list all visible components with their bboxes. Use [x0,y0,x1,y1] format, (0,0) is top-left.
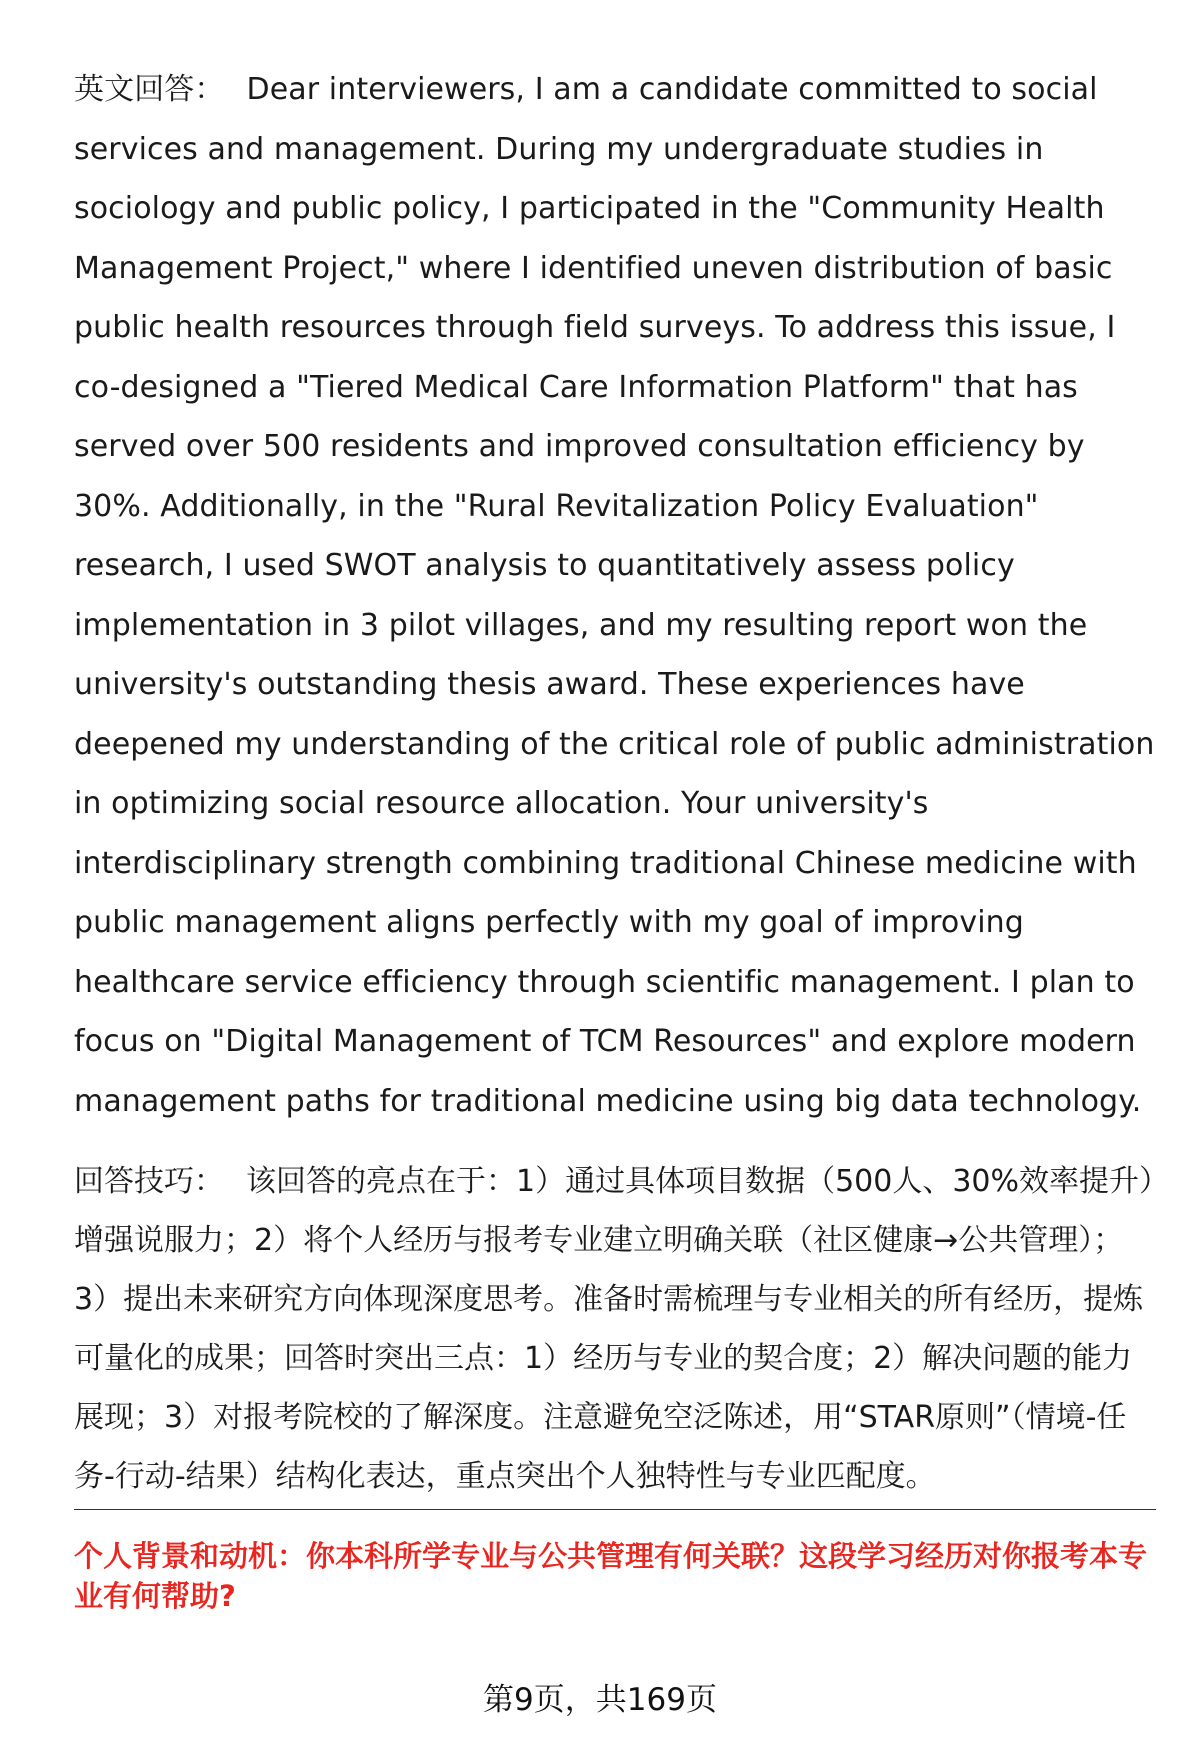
answer-tips-paragraph [74,1152,1156,1506]
answer-tips-text: 该回答的亮点在于：1）通过具体项目数据（500人、30%效率提升）增强说服力；2）将个人经历与报考专业建立明确关联（社区健康→公共管理）；3）提出未来研究方向体现深度思考。准备时需梳理与专业相关的所有经历，提炼可量化的成果；回答时突出三点：1）经历与专业的契合度；2）解决问题的能力展现；3）对报考院校的了解深度。注意避免空泛陈述，用“STAR原则”（情境-任务-行动-结果）结构化表达，重点突出个人独特性与专业匹配度。 [74,1164,1155,1494]
english-answer-paragraph [74,60,1156,1131]
english-answer-label: 英文回答： [74,72,225,107]
page-indicator: 第9页，共169页 [483,1682,717,1718]
next-question-heading: 个人背景和动机：你本科所学专业与公共管理有何关联？这段学习经历对你报考本专业有何帮助? [74,1539,1148,1613]
english-answer-text: Dear interviewers, I am a candidate committed to social services and management. During my undergraduate studies in sociology and public policy, I participated in the "Community Health Management Project," where I identified uneven distribution of basic public health resources through field surveys. To address this issue, I co-designed a "Tiered Medical Care Information Platform" that has served over 500 residents and improved consultation efficiency by 30%. Additionally, in the "Rural Revitalization Policy Evaluation" research, I used SWOT analysis to quantitatively assess policy implementation in 3 pilot villages, and my resulting report won the university's outstanding thesis award. These experiences have deepened my understanding of the critical role of public administration in optimizing social resource allocation. Your university's interdisciplinary strength combining traditional Chinese medicine with public management aligns perfectly with my goal of improving healthcare service efficiency through scientific management. I plan to focus on "Digital Management of TCM Resources" and explore modern management paths for traditional medicine using big data technology. [74,72,1155,1119]
document-body [74,60,1156,1506]
section-divider [74,1509,1156,1510]
answer-tips-label: 回答技巧： [74,1164,224,1199]
